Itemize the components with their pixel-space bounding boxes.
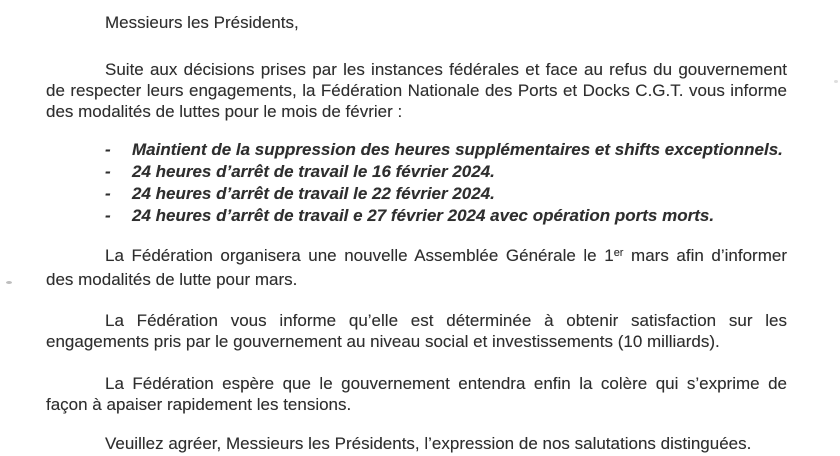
demand-item-text: Maintient de la suppression des heures supplémentaires et shifts exceptionnels. bbox=[132, 140, 783, 159]
scan-speck bbox=[834, 80, 838, 83]
demand-item bbox=[105, 183, 787, 205]
salutation-line: Messieurs les Présidents, bbox=[105, 13, 299, 32]
assembly-text-after: mars afin d’informer des modalités de lutte pour mars. bbox=[46, 246, 787, 289]
demand-item bbox=[105, 161, 787, 183]
ordinal-superscript: er bbox=[613, 247, 624, 259]
demand-item-text: 24 heures d’arrêt de travail e 27 février 2024 avec opération ports morts. bbox=[132, 206, 715, 225]
paragraph-assembly bbox=[46, 245, 787, 290]
assembly-text-before: La Fédération organisera une nouvelle Assemblée Générale le 1 bbox=[105, 246, 614, 265]
demand-list bbox=[105, 139, 787, 227]
demand-item-text: 24 heures d’arrêt de travail le 16 février 2024. bbox=[132, 162, 495, 181]
paragraph-hope: La Fédération espère que le gouvernement entendra enfin la colère qui s’exprime de façon à apaiser rapidement les tensions. bbox=[46, 374, 787, 414]
paragraph-engagements: La Fédération vous informe qu’elle est déterminée à obtenir satisfaction sur les engagements pris par le gouvernement au niveau social et investissements (10 milliards). bbox=[46, 311, 787, 351]
bullet-dash: - bbox=[105, 162, 111, 181]
bullet-dash: - bbox=[105, 140, 111, 159]
demand-item-text: 24 heures d’arrêt de travail le 22 février 2024. bbox=[132, 184, 495, 203]
bullet-dash: - bbox=[105, 206, 111, 225]
scan-speck bbox=[6, 281, 12, 284]
bullet-dash: - bbox=[105, 184, 111, 203]
paragraph-intro: Suite aux décisions prises par les instances fédérales et face au refus du gouvernement de respecter leurs engagements, la Fédération Nationale des Ports et Docks C.G.T. vous informe des modalités de luttes pour le mois de février : bbox=[46, 60, 787, 121]
demand-item bbox=[105, 205, 787, 227]
paragraph-closing: Veuillez agréer, Messieurs les Présidents, l’expression de nos salutations distinguées. bbox=[105, 434, 752, 453]
demand-item bbox=[105, 139, 787, 161]
